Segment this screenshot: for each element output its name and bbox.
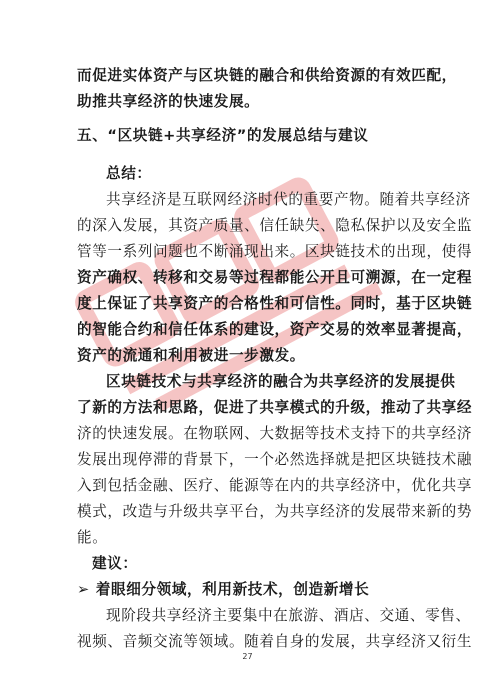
text-line: 现阶段共享经济主要集中在旅游、酒店、交通、零售、 — [106, 607, 471, 624]
text-line: 发展出现停滞的背景下，一个必然选择就是把区块链技术融 — [77, 451, 473, 468]
text-line: 资产的流通和利用被进一步激发。 — [77, 347, 305, 364]
text-line: 入到包括金融、医疗、能源等在内的共享经济中，优化共享 — [77, 477, 473, 494]
bullet-item — [77, 580, 437, 600]
bullet-text: 着眼细分领域，利用新技术，创造新增长 — [95, 581, 370, 598]
suggest-label: 建议： — [92, 555, 138, 572]
text-line: 了新的方法和思路，促进了共享模式的升级，推动了共享经 — [77, 399, 473, 416]
text-line: 视频、音频交流等领域。随着自身的发展，共享经济又衍生 — [77, 633, 473, 650]
text-line: 能。 — [77, 529, 108, 546]
text-line: 管等一系列问题也不断涌现出来。区块链技术的出现，使得 — [77, 243, 473, 260]
text-line: 的深入发展，其资产质量、信任缺失、隐私保护以及安全监 — [77, 217, 473, 234]
text-line: 模式，改造与升级共享平台，为共享经济的发展带来新的势 — [77, 503, 473, 520]
summary-label: 总结： — [106, 165, 152, 182]
text-line: 而促进实体资产与区块链的融合和供给资源的有效匹配， — [77, 67, 457, 84]
arrow-bullet-icon: ➢ — [77, 581, 90, 598]
text-line: 度上保证了共享资产的合格性和可信性。同时，基于区块链 — [77, 295, 473, 312]
text-line: 共享经济是互联网经济时代的重要产物。随着共享经济 — [106, 191, 471, 208]
text-line: 区块链技术与共享经济的融合为共享经济的发展提供 — [106, 373, 456, 390]
text-line: 济的快速发展。在物联网、大数据等技术支持下的共享经济 — [77, 425, 473, 442]
text-line: 的智能合约和信任体系的建设，资产交易的效率显著提高， — [77, 321, 473, 338]
section-heading: 五、“区块链+共享经济”的发展总结与建议 — [77, 127, 369, 144]
text-line: 助推共享经济的快速发展。 — [77, 93, 260, 110]
text-line: 资产确权、转移和交易等过程都能公开且可溯源，在一定程 — [77, 269, 473, 286]
page-number: 27 — [242, 652, 253, 661]
